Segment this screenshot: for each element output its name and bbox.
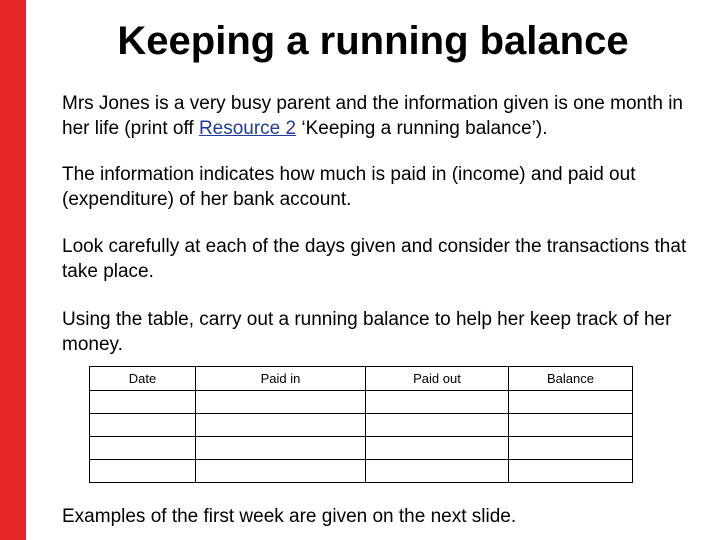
instructions-paragraph: Look carefully at each of the days given and consider the transactions that take place.: [62, 236, 687, 282]
header-balance: Balance: [509, 367, 633, 391]
next-slide-note: Examples of the first week are given on the next slide.: [62, 506, 517, 527]
slide-title: Keeping a running balance: [117, 19, 629, 63]
intro-text-end: ‘Keeping a running balance’).: [296, 118, 548, 139]
date-cell: [90, 437, 196, 460]
paid-out-cell: [366, 391, 509, 414]
intro-text-start: Mrs Jones is a very busy parent and the information given is one month in her life (print off: [62, 93, 683, 139]
header-paid-out: Paid out: [366, 367, 509, 391]
income-expenditure-paragraph: The information indicates how much is paid in (income) and paid out (expenditure) of her bank account.: [62, 164, 636, 210]
paid-out-cell: [366, 414, 509, 437]
balance-cell: [509, 437, 633, 460]
table-instructions-paragraph: Using the table, carry out a running balance to help her keep track of her money.: [62, 309, 672, 355]
balance-cell: [509, 460, 633, 483]
date-cell: [90, 391, 196, 414]
accent-bar: [0, 0, 26, 540]
table-row: [90, 437, 633, 460]
table-row: [90, 414, 633, 437]
paid-in-cell: [196, 391, 366, 414]
intro-paragraph: [62, 91, 702, 141]
header-date: Date: [90, 367, 196, 391]
balance-cell: [509, 391, 633, 414]
paid-out-cell: [366, 460, 509, 483]
paid-in-cell: [196, 414, 366, 437]
table-row: [90, 391, 633, 414]
header-paid-in: Paid in: [196, 367, 366, 391]
table-header-row: [90, 367, 633, 391]
date-cell: [90, 460, 196, 483]
date-cell: [90, 414, 196, 437]
table-row: [90, 460, 633, 483]
paid-out-cell: [366, 437, 509, 460]
running-balance-table: [89, 366, 633, 483]
balance-cell: [509, 414, 633, 437]
paid-in-cell: [196, 437, 366, 460]
paid-in-cell: [196, 460, 366, 483]
resource-2-link[interactable]: Resource 2: [198, 118, 297, 139]
